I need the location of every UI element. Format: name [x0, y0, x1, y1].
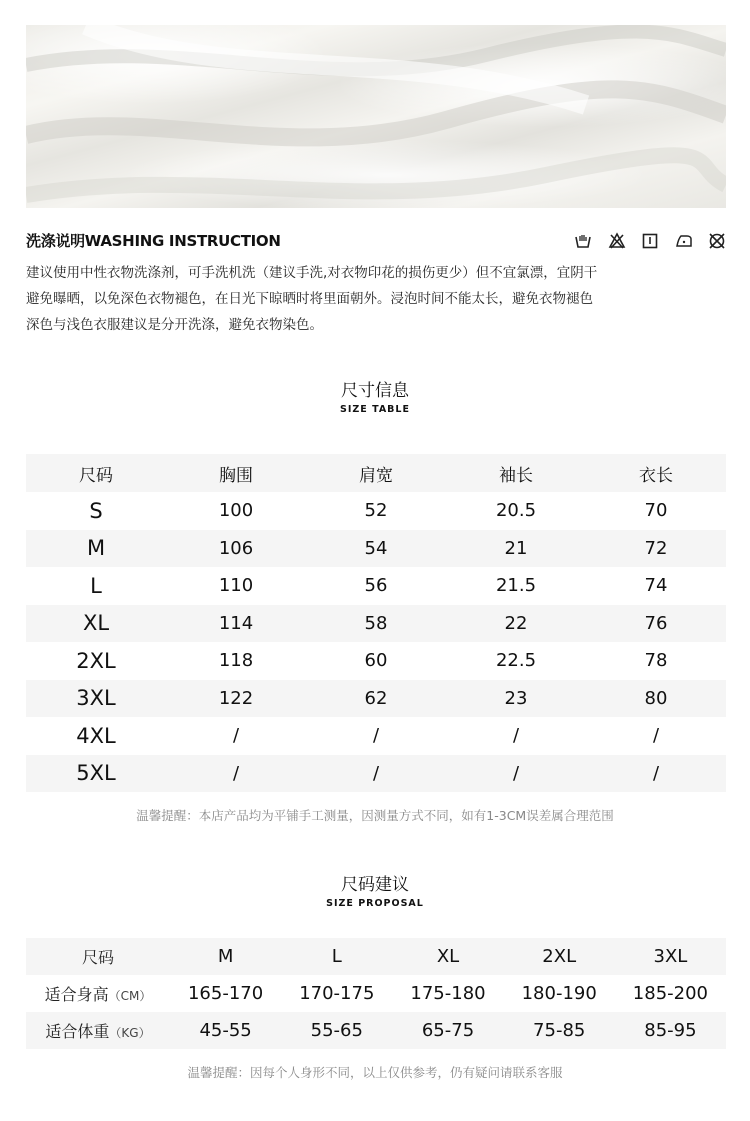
- table-cell: /: [232, 725, 240, 747]
- weight-range: 65-75: [421, 1020, 475, 1041]
- table-cell: /: [372, 725, 380, 747]
- table-cell: 72: [644, 537, 668, 559]
- size-table-header: [26, 454, 726, 492]
- size-proposal-note: 温馨提醒：因每个人身形不同，以上仅供参考，仍有疑问请联系客服: [187, 1065, 563, 1080]
- size-table-subtitle: SIZE TABLE: [340, 404, 410, 415]
- proposal-header-row: [26, 938, 726, 975]
- table-cell: 118: [218, 650, 254, 672]
- table-row: [26, 642, 726, 680]
- table-cell: 21.5: [495, 575, 537, 597]
- height-unit: （CM）: [108, 989, 152, 1003]
- size-proposal-table: [26, 938, 726, 1049]
- table-cell: 100: [218, 500, 254, 522]
- size-table-note: 温馨提醒：本店产品均为平铺手工测量，因测量方式不同，如有1-3CM误差属合理范围: [136, 808, 614, 823]
- table-cell: /: [512, 762, 520, 784]
- header-cell: 肩宽: [359, 465, 393, 486]
- do-not-bleach-icon: [608, 232, 626, 250]
- table-cell: 22: [504, 612, 528, 634]
- table-cell: /: [232, 762, 240, 784]
- washing-line: 深色与浅色衣服建议是分开洗涤，避免衣物染色。: [26, 317, 323, 333]
- weight-range: 75-85: [533, 1020, 586, 1041]
- table-cell: 22.5: [495, 650, 537, 672]
- size-cell: 5XL: [76, 761, 116, 786]
- header-cell: 袖长: [499, 465, 533, 486]
- size-proposal-subtitle: SIZE PROPOSAL: [326, 898, 424, 909]
- table-cell: 54: [364, 537, 388, 559]
- table-cell: 23: [504, 687, 528, 709]
- proposal-size: L: [331, 946, 342, 967]
- size-proposal-heading: [0, 875, 750, 911]
- height-range: 185-200: [632, 983, 709, 1004]
- iron-icon: [675, 232, 693, 250]
- table-cell: 20.5: [495, 500, 537, 522]
- size-cell: 2XL: [76, 648, 116, 673]
- table-row: [26, 567, 726, 605]
- table-cell: /: [652, 725, 660, 747]
- height-range: 180-190: [521, 983, 597, 1004]
- table-cell: 62: [364, 687, 388, 709]
- table-cell: 21: [504, 537, 528, 559]
- tumble-dry-icon: [641, 232, 659, 250]
- table-cell: 78: [644, 650, 668, 672]
- size-cell: XL: [82, 611, 110, 636]
- height-label: [26, 982, 170, 1005]
- table-cell: 106: [218, 537, 254, 559]
- do-not-dry-clean-icon: [708, 232, 726, 250]
- table-cell: 76: [644, 612, 668, 634]
- proposal-height-row: [26, 975, 726, 1012]
- table-cell: 114: [218, 612, 254, 634]
- size-table-title: 尺寸信息: [341, 381, 409, 401]
- proposal-size: M: [217, 946, 234, 967]
- size-cell: M: [86, 536, 106, 561]
- table-cell: 58: [364, 612, 388, 634]
- header-cell: 衣长: [639, 465, 673, 486]
- weight-unit: （KG）: [109, 1026, 151, 1040]
- table-cell: 74: [644, 575, 668, 597]
- proposal-weight-row: [26, 1012, 726, 1049]
- table-row: [26, 492, 726, 530]
- size-table-heading: [0, 381, 750, 417]
- table-cell: 110: [218, 575, 254, 597]
- washing-description: [26, 260, 730, 338]
- weight-label-text: 适合体重: [45, 1022, 110, 1041]
- table-cell: 56: [364, 575, 388, 597]
- hand-wash-icon: [574, 232, 592, 250]
- table-row: [26, 530, 726, 568]
- proposal-size-label: 尺码: [81, 948, 114, 967]
- weight-range: 45-55: [199, 1020, 252, 1041]
- table-row: [26, 755, 726, 793]
- table-cell: /: [512, 725, 520, 747]
- height-range: 165-170: [187, 983, 264, 1004]
- size-proposal-title: 尺码建议: [341, 875, 409, 895]
- proposal-size: 2XL: [542, 946, 577, 967]
- weight-label: [26, 1019, 170, 1042]
- table-row: [26, 717, 726, 755]
- size-table: [26, 454, 726, 792]
- table-cell: 52: [364, 500, 388, 522]
- table-cell: /: [652, 762, 660, 784]
- weight-range: 55-65: [310, 1020, 363, 1041]
- height-range: 175-180: [410, 983, 486, 1004]
- washing-line: 建议使用中性衣物洗涤剂，可手洗机洗（建议手洗,对衣物印花的损伤更少）但不宜氯漂，宜阴干: [26, 265, 598, 281]
- table-row: [26, 605, 726, 643]
- header-cell: 尺码: [79, 465, 113, 486]
- height-label-text: 适合身高: [44, 985, 109, 1004]
- height-range: 170-175: [299, 983, 375, 1004]
- table-cell: 70: [644, 500, 668, 522]
- fabric-photo: [26, 25, 726, 208]
- size-cell: 3XL: [76, 686, 116, 711]
- proposal-size: 3XL: [653, 946, 688, 967]
- table-cell: 60: [364, 650, 388, 672]
- table-cell: /: [372, 762, 380, 784]
- size-cell: 4XL: [76, 723, 116, 748]
- washing-title: 洗涤说明WASHING INSTRUCTION: [26, 232, 281, 250]
- header-cell: 胸围: [219, 465, 253, 486]
- washing-line: 避免曝晒，以免深色衣物褪色，在日光下晾晒时将里面朝外。浸泡时间不能太长，避免衣物褪色: [26, 291, 593, 307]
- table-row: [26, 680, 726, 718]
- table-cell: 122: [218, 687, 254, 709]
- size-cell: S: [89, 498, 103, 523]
- care-icons: [574, 232, 726, 250]
- weight-range: 85-95: [644, 1020, 697, 1041]
- size-cell: L: [90, 573, 102, 598]
- table-cell: 80: [644, 687, 668, 709]
- proposal-size: XL: [436, 946, 460, 967]
